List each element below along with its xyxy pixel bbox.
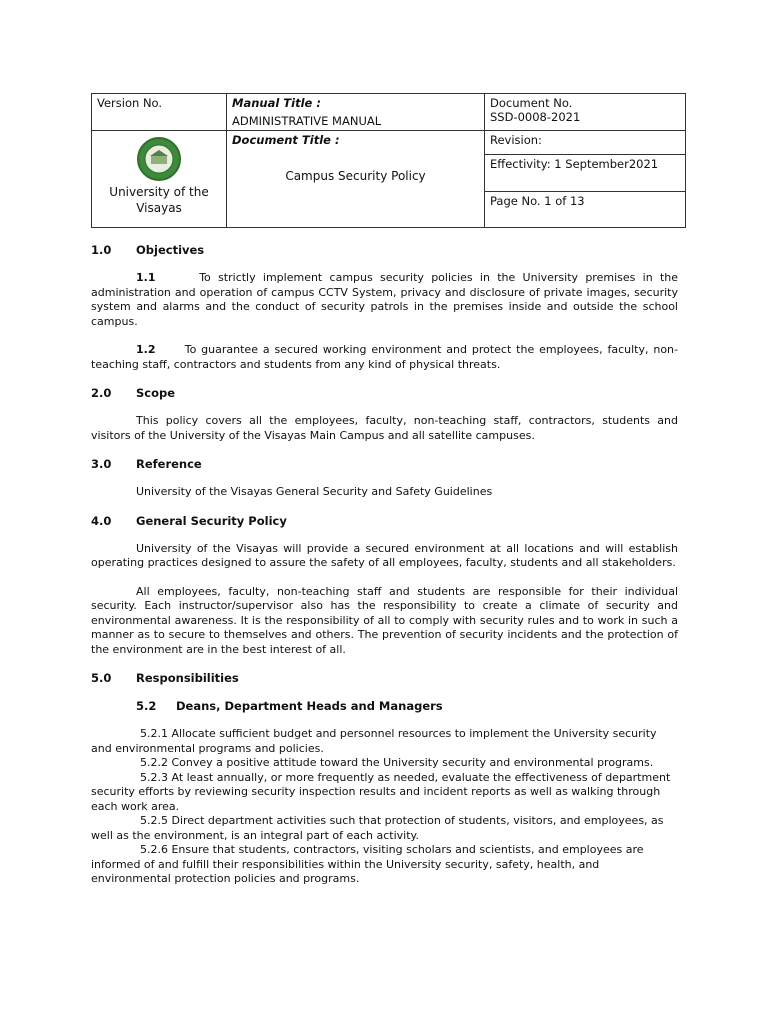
document-body — [91, 243, 678, 887]
manual-title: ADMINISTRATIVE MANUAL — [232, 114, 382, 128]
doc-no: SSD-0008-2021 — [490, 110, 581, 124]
document-header-table — [91, 93, 686, 228]
version-cell — [92, 94, 227, 131]
list-item: 5.2.3 At least annually, or more frequently as needed, evaluate the effectiveness of department security efforts by reviewing security inspection results and incident reports as well as walking through each work area. — [91, 770, 671, 813]
objective-1-2: 1.2 To guarantee a secured working environment and protect the employees, faculty, non-teaching staff, contractors and students from any kind of physical threats. — [91, 343, 679, 371]
section-reference-heading: 3.0 Reference — [91, 457, 202, 471]
page-number: Page No. 1 of 13 — [490, 194, 585, 208]
general-policy-paragraph-1: University of the Visayas will provide a secured environment at all locations and will establish operating practices designed to assure the safety of all employees, faculty, students and all stakeholders. — [91, 541, 678, 569]
doc-no-cell — [485, 94, 686, 131]
section-scope-heading: 2.0 Scope — [91, 386, 176, 400]
list-item: 5.2.1 Allocate sufficient budget and personnel resources to implement the University security and environmental programs and policies. — [91, 727, 657, 755]
section-responsibilities-heading: 5.0 Responsibilities — [91, 671, 239, 685]
scope-paragraph: This policy covers all the employees, faculty, non-teaching staff, contractors, students and visitors of the University of the Visayas Main Campus and all satellite campuses. — [91, 414, 678, 442]
doc-no-label: Document No. — [490, 96, 573, 110]
document-title-label: Document Title : — [232, 133, 340, 147]
university-seal-icon — [136, 136, 182, 182]
document-title: Campus Security Policy — [285, 169, 426, 183]
manual-title-cell — [227, 94, 485, 131]
version-label: Version No. — [97, 96, 163, 110]
objective-1-1: 1.1 To strictly implement campus security policies in the University premises in the administration and operation of campus CCTV System, privacy and disclosure of private images, security system and alarms and the conduct of security patrols in the premises inside and outside the school campus. — [91, 271, 679, 328]
subsection-deans-heading: 5.2 Deans, Department Heads and Managers — [136, 699, 443, 713]
reference-paragraph: University of the Visayas General Security and Safety Guidelines — [136, 485, 493, 498]
effectivity: Effectivity: 1 September2021 — [490, 157, 659, 171]
effectivity-cell — [485, 155, 686, 192]
section-objectives-heading: 1.0 Objectives — [91, 243, 205, 257]
manual-title-label: Manual Title : — [232, 96, 321, 110]
section-general-policy-heading: 4.0 General Security Policy — [91, 513, 287, 528]
list-item: 5.2.6 Ensure that students, contractors, visiting scholars and scientists, and employees are informed of and fulfill their responsibilities within the University security, safety, health, and environmental protection policies and programs. — [91, 843, 644, 885]
document-title-cell — [227, 131, 485, 228]
revision-cell — [485, 131, 686, 155]
revision-label: Revision: — [490, 133, 542, 147]
page-no-cell — [485, 192, 686, 228]
logo-cell — [92, 131, 227, 228]
list-item: 5.2.2 Convey a positive attitude toward the University security and environmental programs. — [140, 756, 654, 769]
university-name: University of the Visayas — [109, 185, 209, 215]
general-policy-paragraph-2: All employees, faculty, non-teaching staff and students are responsible for their individual security. Each instructor/supervisor also has the responsibility to create a climate of security and environmental awareness. It is the responsibility of all to comply with security rules and to work in such a manner as to secure to themselves and others. The prevention of security incidents and the protection of the environment are in the best interest of all. — [91, 584, 678, 656]
list-item: 5.2.5 Direct department activities such that protection of students, visitors, and employees, as well as the environment, is an integral part of each activity. — [91, 814, 664, 842]
